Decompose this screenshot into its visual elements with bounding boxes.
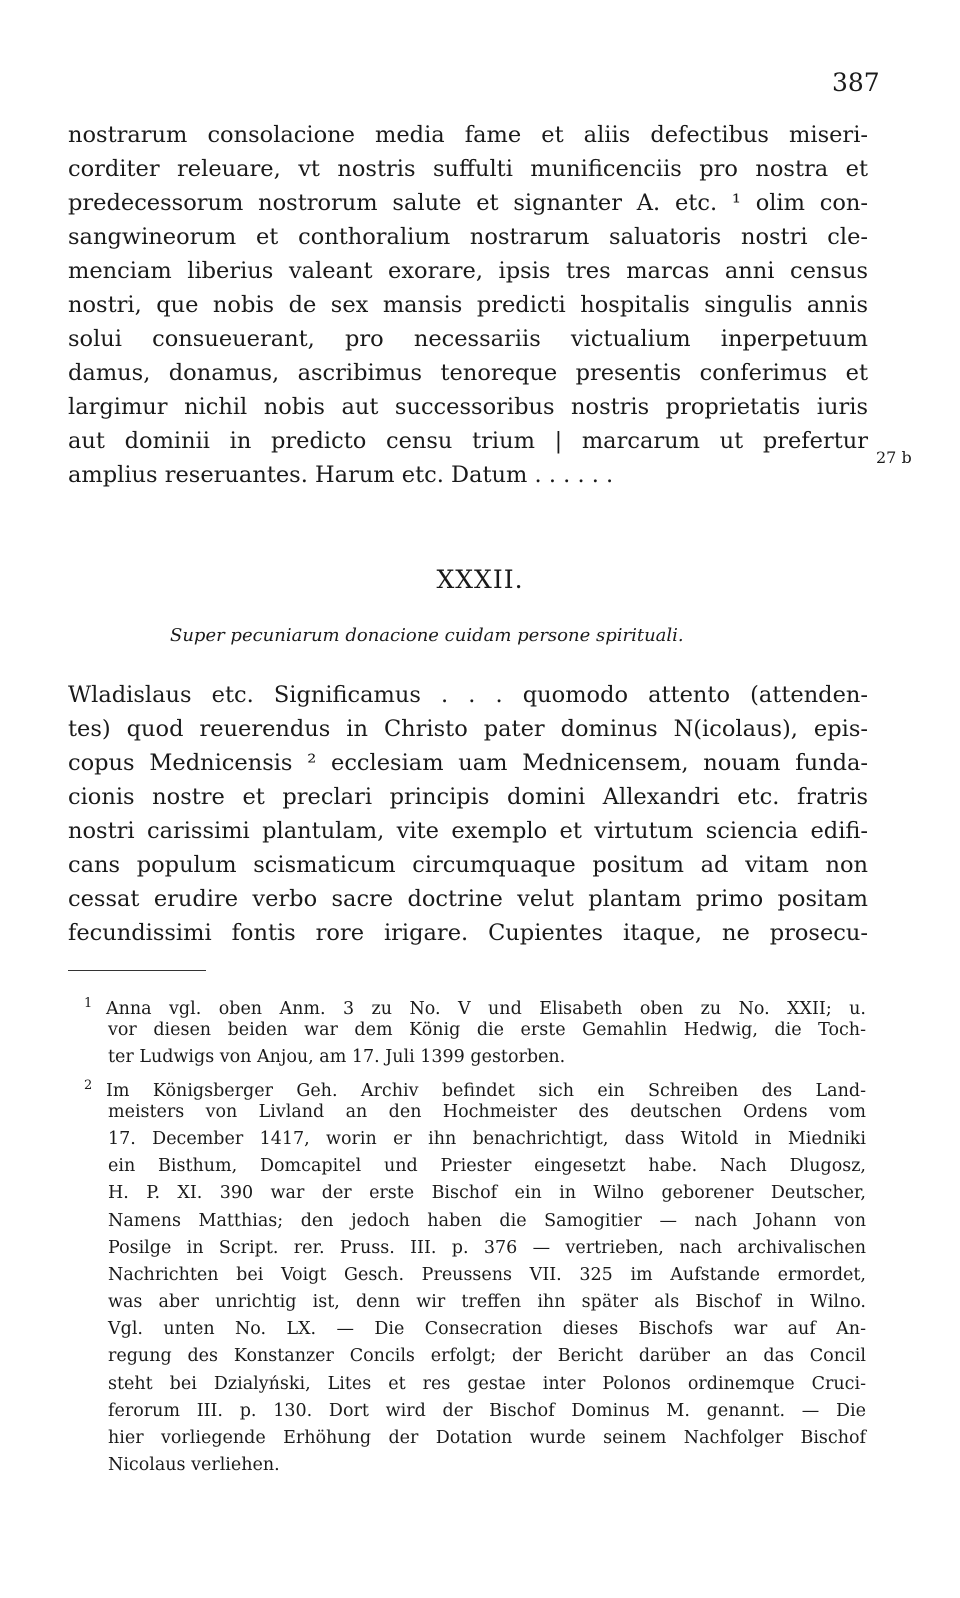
text-line: menciam liberius valeant exorare, ipsis tres marcas anni census: [68, 258, 868, 284]
document-subheading: Super pecuniarum donacione cuidam persone spirituali.: [170, 625, 684, 646]
footnote-line: H. P. XI. 390 war der erste Bischof ein in Wilno geborener Deutscher,: [108, 1183, 866, 1204]
page-number: 387: [832, 68, 880, 97]
body-paragraph: [68, 678, 868, 950]
footnote-1: [84, 990, 866, 1072]
text-line: cessat erudire verbo sacre doctrine velut plantam primo positam: [68, 886, 868, 912]
footnote-line: vor diesen beiden war dem König die erste Gemahlin Hedwig, die Toch-: [108, 1020, 866, 1041]
footnote-line: Posilge in Script. rer. Pruss. III. p. 376 — vertrieben, nach archivalischen: [108, 1237, 866, 1258]
footnote-line: regung des Konstanzer Concils erfolgt; der Bericht darüber an das Concil: [108, 1346, 866, 1367]
footnote-line: was aber unrichtig ist, denn wir treffen ihn später als Bischof in Wilno.: [108, 1292, 866, 1313]
footnote-rule: [68, 970, 206, 971]
text-line: fecundissimi fontis rore irigare. Cupientes itaque, ne prosecu-: [68, 920, 868, 946]
footnote-line: [84, 1072, 866, 1099]
footnote-line: Nachrichten bei Voigt Gesch. Preussens VII. 325 im Aufstande ermordet,: [108, 1264, 866, 1285]
footnote-line: meisters von Livland an den Hochmeister des deutschen Ordens vom: [108, 1101, 866, 1122]
footnote-line: hier vorliegende Erhöhung der Dotation wurde seinem Nachfolger Bischof: [108, 1428, 866, 1448]
footnote-line: 17. December 1417, worin er ihn benachrichtigt, dass Witold in Miedniki: [108, 1128, 866, 1149]
footnote-line: steht bei Dzialyński, Lites et res gestae inter Polonos ordinemque Cruci-: [108, 1373, 866, 1394]
text-line: cans populum scismaticum circumquaque positum ad vitam non: [68, 852, 868, 878]
text-line: cionis nostre et preclari principis domini Allexandri etc. fratris: [68, 784, 868, 810]
text-line: largimur nichil nobis aut successoribus nostris proprietatis iuris: [68, 394, 868, 420]
footnotes: [84, 990, 866, 1479]
margin-note: 27 b: [876, 448, 912, 467]
text-line: copus Mednicensis ² ecclesiam uam Mednicensem, nouam funda-: [68, 750, 868, 776]
text-line: corditer releuare, vt nostris suffulti munificenciis pro nostra et: [68, 156, 868, 182]
footnote-2: [84, 1072, 866, 1480]
text-line: amplius reseruantes. Harum etc. Datum . . . . . .: [68, 462, 614, 488]
footnote-text: Im Königsberger Geh. Archiv befindet sich ein Schreiben des Land-: [106, 1080, 866, 1101]
text-line: tes) quod reuerendus in Christo pater dominus N(icolaus), epis-: [68, 716, 868, 742]
footnote-marker: 2: [84, 1077, 93, 1093]
text-line: aut dominii in predicto censu trium | marcarum ut prefertur: [68, 428, 868, 454]
footnote-marker: 1: [84, 996, 93, 1011]
footnote-line: ter Ludwigs von Anjou, am 17. Juli 1399 gestorben.: [108, 1047, 566, 1068]
text-line: solui consueuerant, pro necessariis victualium inperpetuum: [68, 326, 868, 352]
footnote-line: [84, 990, 866, 1017]
footnote-line: Vgl. unten No. LX. — Die Consecration dieses Bischofs war auf An-: [108, 1319, 866, 1340]
footnote-line: Nicolaus verliehen.: [108, 1455, 280, 1476]
footnote-line: ein Bisthum, Domcapitel und Priester eingesetzt habe. Nach Dlugosz,: [108, 1156, 866, 1177]
footnote-text: Anna vgl. oben Anm. 3 zu No. V und Elisabeth oben zu No. XXII; u.: [106, 998, 866, 1019]
document-heading: XXXII.: [436, 565, 524, 594]
text-line: nostri, que nobis de sex mansis predicti hospitalis singulis annis: [68, 292, 868, 318]
text-line: nostrarum consolacione media fame et aliis defectibus miseri-: [68, 122, 868, 148]
footnote-line: ferorum III. p. 130. Dort wird der Bischof Dominus M. genannt. — Die: [108, 1400, 866, 1421]
footnote-line: Namens Matthias; den jedoch haben die Samogitier — nach Johann von: [108, 1210, 866, 1231]
text-line: nostri carissimi plantulam, vite exemplo et virtutum sciencia edifi-: [68, 818, 868, 844]
text-line: predecessorum nostrorum salute et signanter A. etc. ¹ olim con-: [68, 190, 868, 216]
top-paragraph: [68, 118, 868, 492]
text-line: damus, donamus, ascribimus tenoreque presentis conferimus et: [68, 360, 868, 386]
text-line: sangwineorum et conthoralium nostrarum saluatoris nostri cle-: [68, 224, 868, 250]
text-line: Wladislaus etc. Significamus . . . quomodo attento (attenden-: [68, 682, 868, 708]
